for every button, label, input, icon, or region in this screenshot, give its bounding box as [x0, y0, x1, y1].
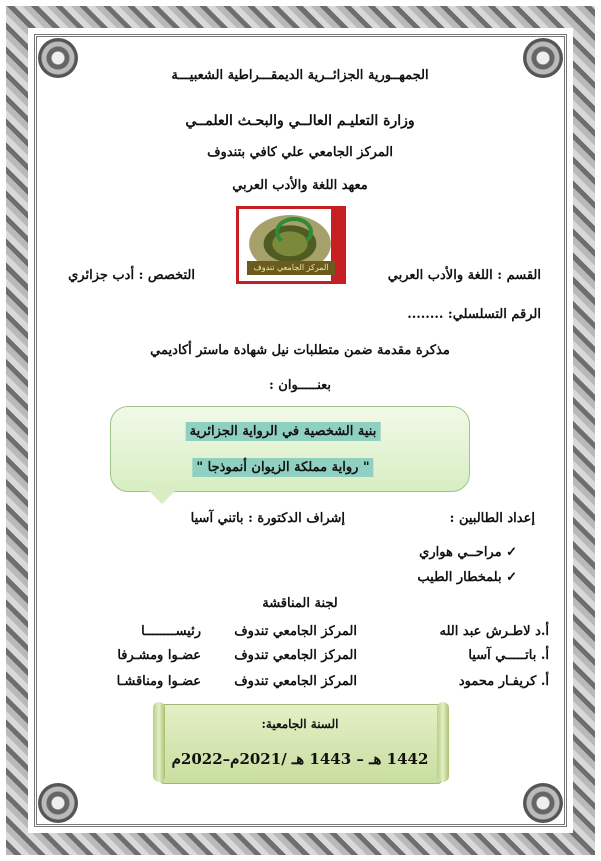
specialty-label: التخصص : أدب جزائري [68, 268, 195, 283]
republic-heading: الجمهــورية الجزائــرية الديمقـــراطية الشعبيـــة [171, 68, 429, 83]
callout-tail [140, 482, 184, 504]
university-logo [236, 206, 346, 284]
committee-member-role: عضـوا ومشـرفا [117, 648, 201, 663]
academic-year-scroll [160, 704, 442, 784]
students-label: إعداد الطالبين : [449, 511, 535, 526]
academic-year-label: السنة الجامعية: [261, 717, 339, 731]
scroll-roll-icon [153, 702, 165, 782]
committee-member-role: عضـوا ومناقشـا [116, 674, 201, 689]
student-name: ✓ مراحــي هواري [419, 545, 517, 560]
institute-name: معهد اللغة والأدب العربي [232, 178, 368, 193]
committee-member-role: رئيســــــــا [141, 624, 201, 639]
committee-member-name: أ. باتـــــي آسيا [468, 648, 549, 663]
thesis-subtitle: " رواية مملكة الزيوان أنموذجا " [192, 458, 373, 477]
crescent-icon [275, 217, 313, 247]
thesis-title-wrap [186, 424, 381, 439]
title-label: بعنـــــوان : [268, 378, 332, 393]
student-name: ✓ بلمخطار الطيب [417, 570, 517, 585]
academic-year-value: 1442 هـ – 1443 هـ /2021م–2022م [171, 750, 429, 768]
supervisor-label: إشراف الدكتورة : باتني آسيا [190, 511, 345, 526]
ministry-heading: وزارة التعليـم العالــي والبحـث العلمــي [185, 113, 415, 129]
memo-description: مذكرة مقدمة ضمن متطلبات نيل شهادة ماستر أكاديمي [150, 343, 450, 358]
committee-member-name: أ. كريفـار محمود [458, 674, 549, 689]
thesis-subtitle-wrap [192, 460, 373, 475]
committee-member-institution: المركز الجامعي تندوف [234, 624, 357, 639]
university-center: المركز الجامعي علي كافي بتندوف [207, 145, 393, 160]
committee-member-name: أ.د لاطـرش عبد الله [439, 624, 549, 639]
committee-member-institution: المركز الجامعي تندوف [234, 674, 357, 689]
committee-member-institution: المركز الجامعي تندوف [234, 648, 357, 663]
committee-heading: لجنة المناقشة [262, 596, 338, 611]
thesis-title: بنية الشخصية في الرواية الجزائرية [186, 422, 381, 441]
logo-caption: المركز الجامعي تندوف [247, 261, 335, 275]
title-callout [110, 406, 470, 492]
department-label: القسم : اللغة والأدب العربي [387, 268, 541, 283]
serial-number: الرقم التسلسلي: ........ [407, 307, 541, 322]
scroll-roll-icon [437, 702, 449, 782]
